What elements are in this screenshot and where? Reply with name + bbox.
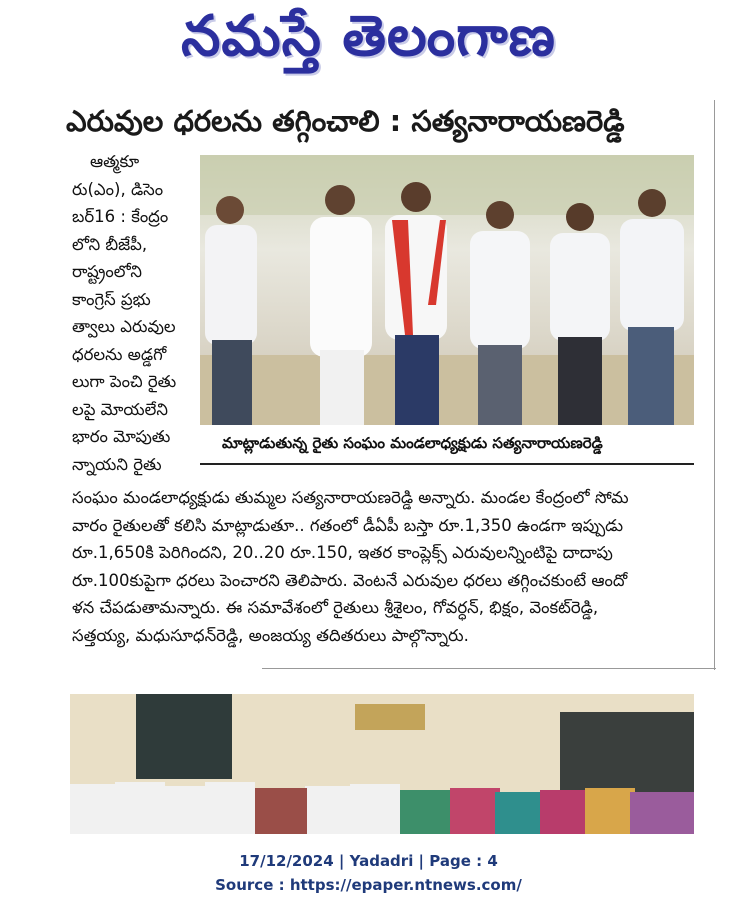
body-line: లపై మోయలేని	[72, 399, 168, 419]
body-line: న్నాయని రైతు	[72, 454, 162, 474]
column-divider	[714, 100, 715, 670]
article-body-narrow	[72, 148, 194, 478]
body-line: రాష్ట్రంలోని	[72, 262, 142, 281]
body-line: రూ.100కుపైగా ధరలు పెంచారని తెలిపారు. వెంటనే ఎరువుల ధరలు తగ్గించకుంటే ఆందో	[72, 570, 628, 590]
article-headline: ఎరువుల ధరలను తగ్గించాలి : సత్యనారాయణరెడ్డి	[66, 104, 625, 138]
body-line: రు(ఎం), డిసెం	[72, 179, 164, 199]
photo-caption: మాట్లాడుతున్న రైతు సంఘం మండలాధ్యక్షుడు సత్యనారాయణరెడ్డి	[222, 434, 603, 452]
edition-info: 17/12/2024 | Yadadri | Page : 4	[239, 852, 498, 870]
body-line: ఆత్మకూ	[90, 152, 140, 171]
person-figure	[470, 201, 530, 425]
section-divider	[262, 668, 716, 669]
body-line: రూ.1,650కి పెరిగిందని, 20..20 రూ.150, ఇతర కాంప్లెక్స్ ఎరువులన్నింటిపై దాదాపు	[72, 543, 613, 562]
article-photo	[200, 155, 694, 425]
body-line: త్వాలు ఎరువుల	[72, 317, 176, 336]
body-line: లుగా పెంచి రైతు	[72, 372, 177, 391]
source-url: Source : https://epaper.ntnews.com/	[215, 876, 522, 894]
body-line: ళన చేపడుతామన్నారు. ఈ సమావేశంలో రైతులు శ్రీశైలం, గోవర్ధన్, భిక్షం, వెంకట్‌రెడ్డి,	[72, 598, 599, 617]
person-figure	[550, 203, 610, 425]
masthead	[0, 0, 737, 92]
body-line: కాంగ్రెస్ ప్రభు	[72, 289, 151, 309]
person-figure	[205, 196, 257, 425]
body-line: బర్16 : కేంద్రం	[72, 207, 169, 226]
body-line: లోని బీజేపీ,	[72, 234, 148, 254]
article-body-wide	[72, 484, 697, 649]
body-line: ధరలను అడ్డగో	[72, 344, 167, 364]
body-line: భారం మోపుతు	[72, 427, 171, 446]
group-photo	[70, 694, 694, 834]
body-line: సంఘం మండలాధ్యక్షుడు తుమ్మల సత్యనారాయణరెడ్డి అన్నారు. మండల కేంద్రంలో సోమ	[72, 488, 629, 507]
masthead-title: నమస్తే తెలంగాణ	[181, 4, 556, 69]
body-line: సత్తయ్య, మధుసూధన్‌రెడ్డి, అంజయ్య తదితరులు పాల్గొన్నారు.	[72, 625, 469, 645]
caption-underline	[200, 463, 694, 465]
body-line: వారం రైతులతో కలిసి మాట్లాడుతూ.. గతంలో డీఏపీ బస్తా రూ.1,350 ఉండగా ఇప్పుడు	[72, 515, 624, 535]
